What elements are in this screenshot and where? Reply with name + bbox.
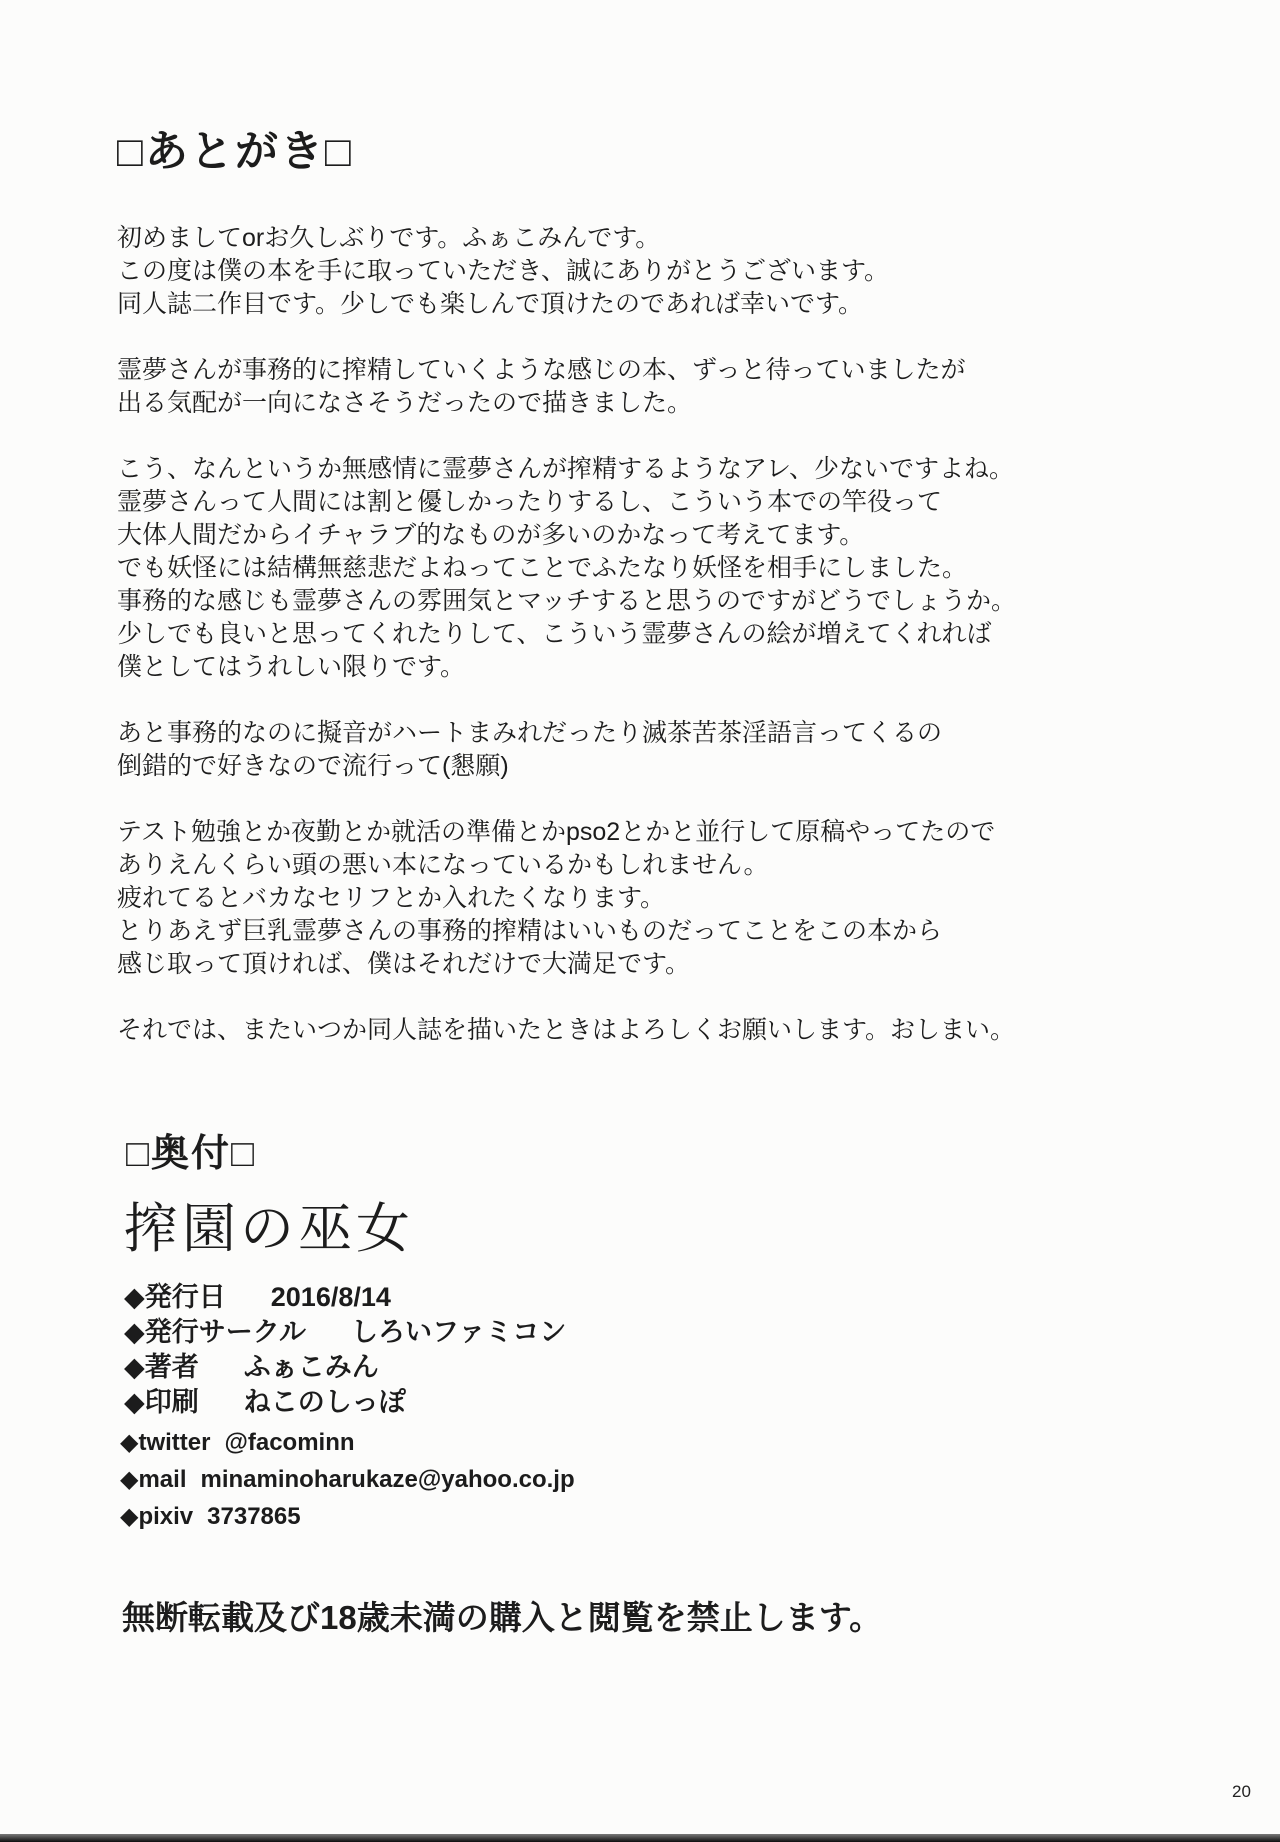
colophon-entry	[124, 1280, 566, 1315]
text-line: 大体人間だからイチャラブ的なものが多いのかなって考えてます。	[117, 521, 865, 549]
contact-entry	[120, 1498, 575, 1535]
text-line: ありえんくらい頭の悪い本になっているかもしれません。	[117, 851, 769, 879]
paragraph	[117, 816, 1177, 981]
page-number: 20	[1232, 1782, 1251, 1801]
text-line: とりあえず巨乳霊夢さんの事務的搾精はいいものだってことをこの本から	[117, 917, 943, 945]
colophon-entry	[124, 1350, 566, 1385]
text-line: でも妖怪には結構無慈悲だよねってことでふたなり妖怪を相手にしました。	[117, 554, 968, 582]
text-line: それでは、またいつか同人誌を描いたときはよろしくお願いします。おしまい。	[117, 1016, 1016, 1044]
entry-label: ◆著者	[124, 1352, 199, 1382]
entry-value: しろいファミコン	[350, 1317, 567, 1347]
text-line: 倒錯的で好きなので流行って(懇願)	[117, 752, 509, 780]
paragraph	[117, 453, 1177, 684]
contact-value: minaminoharukaze@yahoo.co.jp	[200, 1466, 575, 1493]
contact-entry	[120, 1461, 575, 1498]
text-line: 初めましてorお久しぶりです。ふぁこみんです。	[117, 224, 661, 252]
entry-value: 2016/8/14	[270, 1282, 391, 1312]
entry-value: ふぁこみん	[243, 1352, 379, 1382]
colophon-entries	[124, 1280, 566, 1420]
colophon-entry	[124, 1385, 566, 1420]
afterword-text	[117, 222, 1177, 1047]
colophon-heading: □奥付□	[126, 1133, 256, 1175]
afterword-heading: □あとがき□	[117, 128, 353, 176]
contact-label: ◆pixiv	[120, 1503, 194, 1530]
contact-value: 3737865	[207, 1503, 301, 1530]
text-line: この度は僕の本を手に取っていただき、誠にありがとうございます。	[117, 257, 890, 285]
text-line: 僕としてはうれしい限りです。	[117, 653, 466, 681]
text-line: 出る気配が一向になさそうだったので描きました。	[117, 389, 693, 417]
contact-label: ◆twitter	[120, 1429, 211, 1456]
paragraph	[117, 354, 1177, 420]
age-restriction-warning: 無断転載及び18歳未満の購入と閲覧を禁止します。	[122, 1599, 883, 1636]
text-line: 霊夢さんが事務的に搾精していくような感じの本、ずっと待っていましたが	[117, 356, 966, 384]
paragraph	[117, 1014, 1177, 1047]
text-line: 感じ取って頂ければ、僕はそれだけで大満足です。	[117, 950, 691, 978]
text-line: 同人誌二作目です。少しでも楽しんで頂けたのであれば幸いです。	[117, 290, 864, 318]
text-line: 疲れてるとバカなセリフとか入れたくなります。	[117, 884, 666, 912]
text-line: テスト勉強とか夜勤とか就活の準備とかpso2とかと並行して原稿やってたので	[117, 818, 996, 846]
entry-value: ねこのしっぽ	[243, 1387, 406, 1417]
scan-edge-artifact	[0, 1834, 1280, 1842]
contact-value: @facominn	[224, 1429, 355, 1456]
book-title: 搾園の巫女	[124, 1199, 414, 1259]
contact-entry	[120, 1424, 575, 1461]
entry-label: ◆印刷	[124, 1387, 199, 1417]
paragraph	[117, 222, 1177, 321]
text-line: 少しでも良いと思ってくれたりして、こういう霊夢さんの絵が増えてくれれば	[117, 620, 992, 648]
entry-label: ◆発行サークル	[124, 1317, 306, 1347]
text-line: 霊夢さんって人間には割と優しかったりするし、こういう本での竿役って	[117, 488, 943, 516]
text-line: 事務的な感じも霊夢さんの雰囲気とマッチすると思うのですがどうでしょうか。	[117, 587, 1017, 615]
entry-label: ◆発行日	[124, 1282, 226, 1312]
colophon-contacts	[120, 1424, 575, 1535]
paragraph	[117, 717, 1177, 783]
text-line: あと事務的なのに擬音がハートまみれだったり滅茶苦茶淫語言ってくるの	[117, 719, 943, 747]
contact-label: ◆mail	[120, 1466, 187, 1493]
text-line: こう、なんというか無感情に霊夢さんが搾精するようなアレ、少ないですよね。	[117, 455, 1015, 483]
colophon-entry	[124, 1315, 566, 1350]
